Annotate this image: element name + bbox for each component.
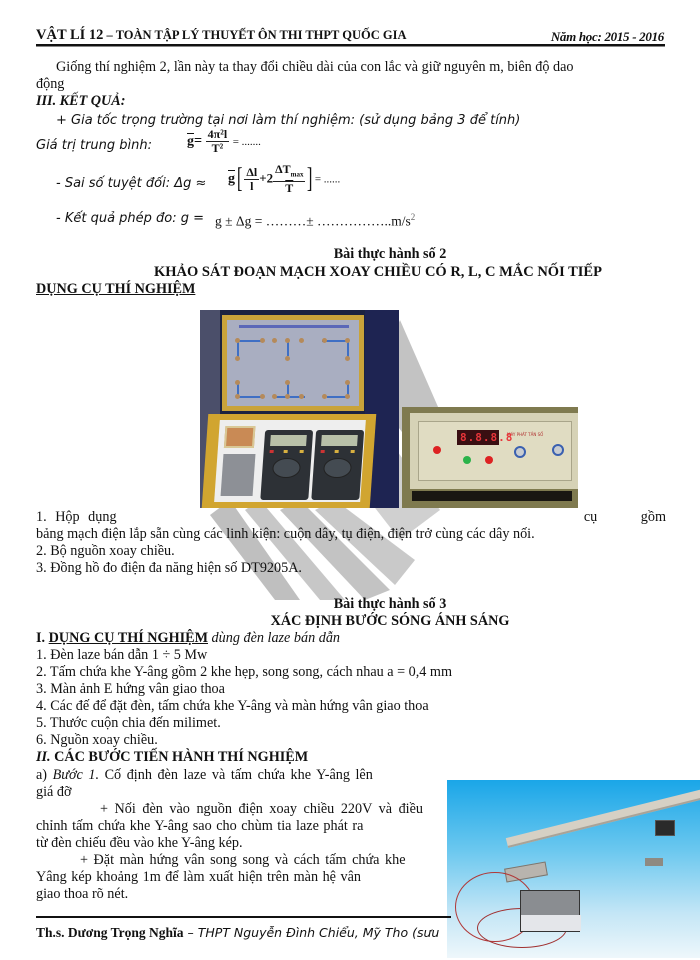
result-label: - Kết quả phép đo: g =: [56, 211, 205, 226]
step1-sub2-line-2: Yâng kép khoảng 1m để làm xuất hiện trên màn hệ vân: [36, 869, 362, 885]
footer: [36, 924, 439, 941]
header-divider: [36, 44, 665, 47]
lab3-item: 1. Đèn laze bán dẫn 1 ÷ 5 Mw: [36, 647, 208, 663]
lab3-section2-heading: II. CÁC BƯỚC TIẾN HÀNH THÍ NGHIỆM: [36, 749, 309, 765]
intro-line-2: động: [36, 76, 65, 92]
frequency-generator-photo: MÁY PHÁT TẦN SỐ 8.8.8.8: [402, 407, 578, 508]
laser-apparatus-photo: [447, 780, 700, 958]
intro-line-1: Giống thí nghiệm 2, lần này ta thay đổi chiều dài của con lắc và giữ nguyên m, biên độ dao: [56, 59, 574, 75]
footer-author: Th.s. Dương Trọng Nghĩa: [36, 925, 184, 940]
gravity-note: + Gia tốc trọng trường tại nơi làm thí nghiệm: (sử dụng bảng 3 để tính): [56, 113, 521, 128]
mean-label: Giá trị trung bình:: [36, 138, 152, 153]
g-mean-symbol: $\overline{g}$: [187, 133, 194, 149]
red-led: [433, 446, 441, 454]
lab2-item-3: 3. Đồng hồ đo điện đa năng hiện số DT9205A.: [36, 560, 302, 576]
step1-sub1-line-2: chỉnh tấm chứa khe Y-âng sao cho chùm tia laze phát ra: [36, 818, 364, 834]
lab3-item: 4. Các đế để đặt đèn, tấm chứa khe Y-âng và màn hứng vân giao thoa: [36, 698, 429, 714]
lab3-item: 6. Nguồn xoay chiều.: [36, 732, 158, 748]
step1-sub2-line-3: giao thoa rõ nét.: [36, 886, 129, 902]
lab2-item-1-cont: bảng mạch điện lắp sẵn cùng các linh kiện: cuộn dây, tụ điện, điện trở cùng các dây nối.: [36, 526, 535, 542]
lab3-equipment-heading: DỤNG CỤ THÍ NGHIỆM: [48, 630, 208, 646]
step1-line-1: a) Bước 1. Cố định đèn laze và tấm chứa khe Y-âng lên: [36, 767, 373, 783]
lab3-title: XÁC ĐỊNH BƯỚC SÓNG ÁNH SÁNG: [270, 613, 510, 629]
mean-formula: $\overline{g}=$ $\frac{\text{4π²l}}{\text{T²}}$ = .......: [187, 127, 261, 155]
green-led: [463, 456, 471, 464]
generator-display: 8.8.8.8: [457, 430, 499, 445]
lab2-item-2: 2. Bộ nguồn xoay chiều.: [36, 543, 175, 559]
step1-sub1-line-3: từ đèn chiếu đều vào khe Y-âng kép.: [36, 835, 243, 851]
lab2-title: KHẢO SÁT ĐOẠN MẠCH XOAY CHIỀU CÓ R, L, C MẮC NỐI TIẾP: [154, 264, 602, 280]
rlc-kit-photo: [200, 310, 399, 508]
step1-sub1-line-1: + Nối đèn vào nguồn điện xoay chiều 220V và điều: [100, 801, 424, 817]
lab3-item: 3. Màn ảnh E hứng vân giao thoa: [36, 681, 225, 697]
multimeter-1: [260, 430, 313, 500]
header-title: [36, 27, 407, 44]
result-formula: g ± Δg = ………± $\dots\dots\dots\dots\dots..m/s^2$: [215, 212, 416, 229]
lab3-item: 2. Tấm chứa khe Y-âng gồm 2 khe hẹp, song song, cách nhau a = 0,4 mm: [36, 664, 453, 680]
circuit-board-lid: [222, 315, 364, 411]
step1-sub2-line-1: + Đặt màn hứng vân song song và cách tấm chứa khe: [80, 852, 406, 868]
mean-fraction: $\frac{\text{4π²l}}{\text{T²}}$: [207, 127, 228, 155]
projection-screen: [655, 820, 675, 836]
lab3-number: Bài thực hành số 3: [333, 596, 447, 612]
lab2-number: Bài thực hành số 2: [333, 246, 447, 262]
inductor-coil: [224, 426, 256, 448]
results-heading: III. KẾT QUẢ:: [36, 93, 126, 109]
lab2-equipment-heading: DỤNG CỤ THÍ NGHIỆM: [36, 281, 196, 297]
lab3-section1: I. DỤNG CỤ THÍ NGHIỆM dùng đèn laze bán dẫn: [36, 630, 341, 646]
kit-tray: [202, 414, 377, 508]
abs-error-label: - Sai số tuyệt đối: Δg ≈: [56, 176, 207, 191]
header-subtitle: – TOÀN TẬP LÝ THUYẾT ÔN THI THPT QUỐC GIA: [103, 28, 407, 42]
footer-divider: [36, 916, 451, 918]
generator-knob: [514, 446, 526, 458]
lab2-item-1: 1. Hộp dụng cụ gồm: [36, 509, 666, 525]
red-led: [485, 456, 493, 464]
power-supply-box: [520, 890, 580, 932]
optical-rail: [506, 790, 700, 848]
step1-line-2: giá đỡ: [36, 784, 72, 800]
header-school-year: Năm học: 2015 - 2016: [550, 29, 664, 44]
header-subject: VẬT LÍ 12: [36, 27, 104, 43]
multimeter-2: [311, 430, 364, 500]
generator-knob: [552, 444, 564, 456]
lab3-item: 5. Thước cuộn chia đến milimet.: [36, 715, 221, 731]
footer-affiliation: – THPT Nguyễn Đình Chiểu, Mỹ Tho (sưu: [183, 925, 440, 940]
abs-error-formula: $\overline{g}$[ $\frac{\Delta l}{l}$ +2 $\frac{\Delta T_{max}}{T}$ ] = ......: [228, 162, 341, 196]
